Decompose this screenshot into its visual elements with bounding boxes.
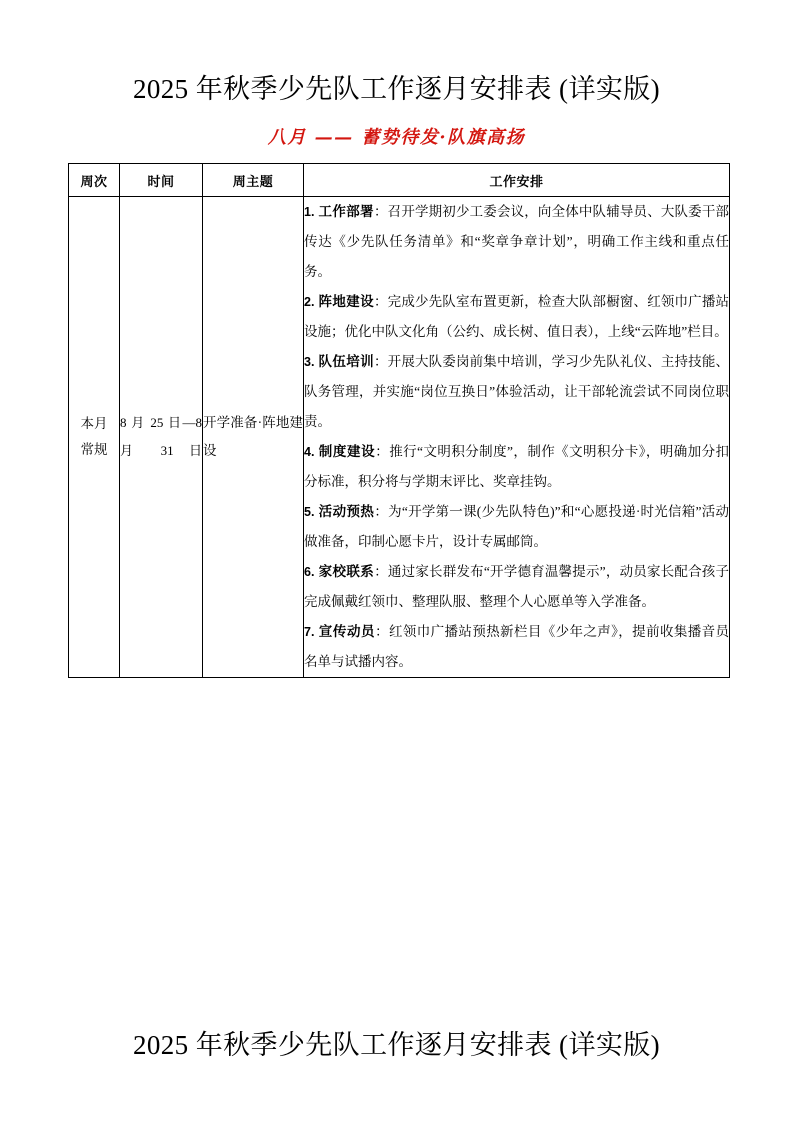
work-item-heading: 队伍培训 <box>314 354 374 369</box>
work-item-number: 2. <box>304 295 315 309</box>
column-header-work: 工作安排 <box>304 164 730 197</box>
work-item-heading: 制度建设 <box>314 444 376 459</box>
month-subtitle: 八月 —— 蓄势待发·队旗高扬 <box>267 127 526 148</box>
work-item-heading: 家校联系 <box>314 564 375 579</box>
week-label-line-2: 常规 <box>80 442 108 457</box>
page-title-bottom: 2025 年秋季少先队工作逐月安排表 (详实版) <box>132 1030 661 1060</box>
work-item <box>304 437 729 497</box>
cell-week-label <box>69 197 120 678</box>
work-item-number: 4. <box>304 445 315 459</box>
work-item-body: ：开展大队委岗前集中培训，学习少先队礼仪、主持技能、队务管理，并实施“岗位互换日”体验活动，让干部轮流尝试不同岗位职责。 <box>304 354 729 429</box>
work-item-number: 1. <box>304 205 315 219</box>
work-item-list <box>304 197 729 677</box>
work-item-body: ：红领巾广播站预热新栏目《少年之声》，提前收集播音员名单与试播内容。 <box>304 624 729 669</box>
work-item <box>304 557 729 617</box>
work-item-heading: 活动预热 <box>314 504 375 519</box>
table-row <box>69 197 730 678</box>
cell-date-range: 8 月 25 日—8 月 31 日 <box>120 197 203 678</box>
work-item-number: 7. <box>304 625 315 639</box>
work-item-body: ：为“开学第一课(少先队特色)”和“心愿投递·时光信箱”活动做准备，印制心愿卡片，设计专属邮筒。 <box>304 504 729 549</box>
work-item-heading: 阵地建设 <box>314 294 374 309</box>
cell-week-theme: 开学准备·阵地建设 <box>203 197 304 678</box>
work-item-body: ：完成少先队室布置更新，检查大队部橱窗、红领巾广播站设施；优化中队文化角（公约、成长树、值日表），上线“云阵地”栏目。 <box>304 294 729 339</box>
page-title-top: 2025 年秋季少先队工作逐月安排表 (详实版) <box>132 74 661 104</box>
schedule-table <box>68 163 730 678</box>
work-item <box>304 497 729 557</box>
work-item <box>304 197 729 287</box>
column-header-time: 时间 <box>120 164 203 197</box>
work-item-body: ：通过家长群发布“开学德育温馨提示”，动员家长配合孩子完成佩戴红领巾、整理队服、整理个人心愿单等入学准备。 <box>304 564 729 609</box>
work-item-number: 3. <box>304 355 315 369</box>
work-item-body: ：推行“文明积分制度”，制作《文明积分卡》，明确加分扣分标准，积分将与学期末评比、奖章挂钩。 <box>304 444 729 489</box>
work-item <box>304 617 729 677</box>
work-item-body: ：召开学期初少工委会议，向全体中队辅导员、大队委干部传达《少先队任务清单》和“奖章争章计划”，明确工作主线和重点任务。 <box>304 204 729 279</box>
work-item-heading: 宣传动员 <box>314 624 376 639</box>
week-label-line-1: 本月 <box>80 416 108 431</box>
work-item <box>304 347 729 437</box>
work-item-number: 6. <box>304 565 315 579</box>
column-header-week: 周次 <box>69 164 120 197</box>
column-header-theme: 周主题 <box>203 164 304 197</box>
work-item-number: 5. <box>304 505 315 519</box>
work-item <box>304 287 729 347</box>
cell-work-arrangements <box>304 197 730 678</box>
table-header-row <box>69 164 730 197</box>
work-item-heading: 工作部署 <box>314 204 374 219</box>
